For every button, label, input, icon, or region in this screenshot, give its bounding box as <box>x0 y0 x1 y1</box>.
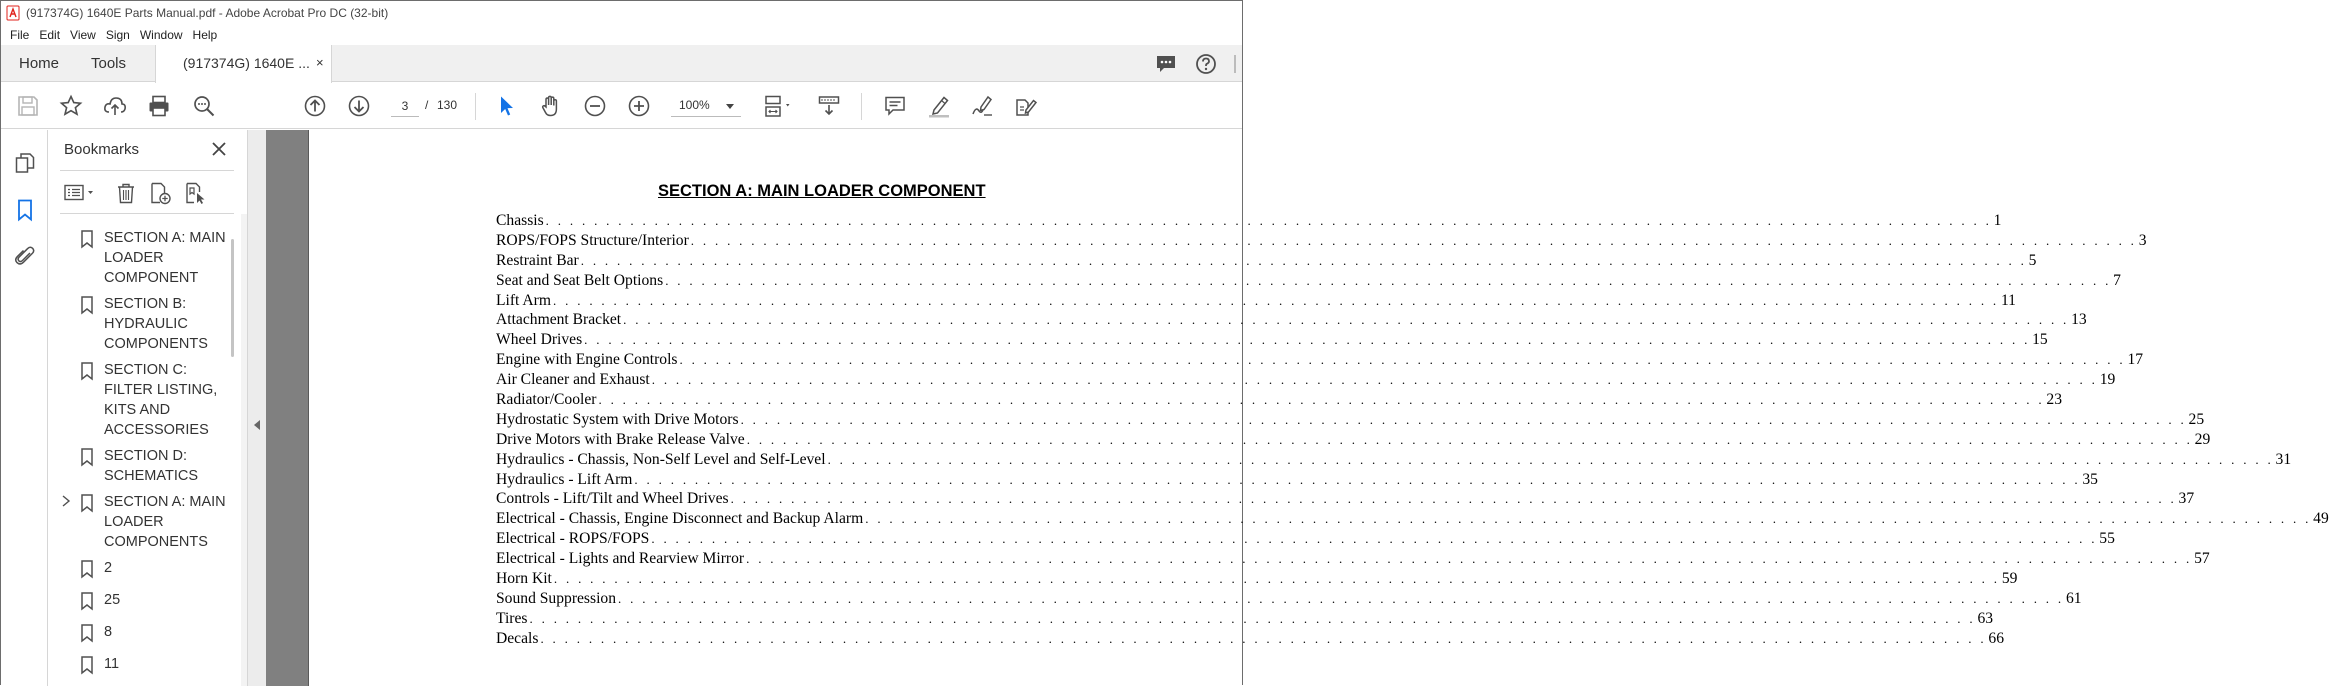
upload-icon[interactable] <box>103 94 127 118</box>
highlight-icon[interactable] <box>927 94 951 118</box>
toc-leader-dots: . . . . . . . . . . . . . . . . . . . . . . . . . . . . . . . . . . . . . . . . . . . . . . . . . . . . . . . . . . . . . . . . . . . . . . . . . . . . . . . . . . . . . . . . . . . . . . . . . . . . . . . . . . . . . . . . . . . . . . . . <box>730 491 2177 507</box>
toc-entry-page: 29 <box>2194 430 2211 448</box>
bookmark-label: 2 <box>104 560 113 576</box>
toc-entry[interactable] <box>496 271 2121 291</box>
toc-entry-title: Electrical - Lights and Rearview Mirror <box>496 550 745 568</box>
toc-entry[interactable] <box>496 390 2063 410</box>
toc-leader-dots: . . . . . . . . . . . . . . . . . . . . . . . . . . . . . . . . . . . . . . . . . . . . . . . . . . . . . . . . . . . . . . . . . . . . . . . . . . . . . . . . . . . . . . . . . . . . . . . . . . . . . . . . . . . . . . . . . . . . . . . . <box>690 232 2137 248</box>
bookmark-item[interactable] <box>48 590 228 610</box>
toc-entry[interactable] <box>496 251 2037 271</box>
toc-leader-dots: . . . . . . . . . . . . . . . . . . . . . . . . . . . . . . . . . . . . . . . . . . . . . . . . . . . . . . . . . . . . . . . . . . . . . . . . . . . . . . . . . . . . . . . . . . . . . . . . . . . . . . . . . . . . . . . . . . . . . . . . <box>618 590 2064 606</box>
toc-entry-page: 57 <box>2194 550 2210 568</box>
menu-edit[interactable]: Edit <box>39 28 61 42</box>
comments-chat-icon[interactable] <box>1155 53 1177 75</box>
zoom-search-icon[interactable] <box>192 94 216 118</box>
toc-entry-page: 15 <box>2032 331 2048 349</box>
menu-view[interactable]: View <box>70 28 96 42</box>
toc-entry-title: Decals <box>496 629 539 647</box>
save-icon[interactable] <box>16 94 40 118</box>
bookmark-flag-icon <box>80 560 94 578</box>
toc-entry-page: 59 <box>2001 570 2018 588</box>
bookmark-options-icon[interactable] <box>64 182 98 204</box>
toc-entry-page: 25 <box>2188 410 2205 428</box>
toc-leader-dots: . . . . . . . . . . . . . . . . . . . . . . . . . . . . . . . . . . . . . . . . . . . . . . . . . . . . . . . . . . . . . . . . . . . . . . . . . . . . . . . . . . . . . . . . . . . . . . . . . . . . . . . . . . . . . . . . . . . . . . . . <box>865 511 2312 527</box>
toc-entry-title: Lift Arm <box>496 291 552 309</box>
toc-leader-dots: . . . . . . . . . . . . . . . . . . . . . . . . . . . . . . . . . . . . . . . . . . . . . . . . . . . . . . . . . . . . . . . . . . . . . . . . . . . . . . . . . . . . . . . . . . . . . . . . . . . . . . . . . . . . . . . . . . . . . . . . <box>665 272 2112 288</box>
bookmark-star-icon[interactable] <box>59 94 83 118</box>
toc-entry[interactable] <box>496 609 1994 629</box>
toc-entry-title: Radiator/Cooler <box>496 391 597 409</box>
toc-entry-page: 3 <box>2138 231 2147 249</box>
navigation-rail <box>1 130 48 686</box>
toc-entry-page: 37 <box>2178 490 2195 508</box>
page-total: 130 <box>437 98 458 112</box>
toc-entry-title: Hydrostatic System with Drive Motors <box>496 410 739 428</box>
bookmark-flag-icon <box>80 296 94 314</box>
toc-entry-page: 66 <box>1988 629 2004 647</box>
toc-entry[interactable] <box>496 211 2002 231</box>
panel-divider <box>60 170 234 171</box>
menu-help[interactable]: Help <box>192 28 218 42</box>
bookmarks-list <box>48 214 247 686</box>
toc-entry-title: Electrical - Chassis, Engine Disconnect and Backup Alarm <box>496 510 864 528</box>
toc-leader-dots: . . . . . . . . . . . . . . . . . . . . . . . . . . . . . . . . . . . . . . . . . . . . . . . . . . . . . . . . . . . . . . . . . . . . . . . . . . . . . . . . . . . . . . . . . . . . . . . . . . . . . . . . . . . . . . . . . . . . . . . . <box>651 531 2098 547</box>
toc-leader-dots: . . . . . . . . . . . . . . . . . . . . . . . . . . . . . . . . . . . . . . . . . . . . . . . . . . . . . . . . . . . . . . . . . . . . . . . . . . . . . . . . . . . . . . . . . . . . . . . . . . . . . . . . . . . . . . . . . . . . . . . . <box>553 292 1999 308</box>
document-tab-label: (917374G) 1640E ... <box>183 55 310 71</box>
page-gutter <box>266 130 308 686</box>
menu-bar <box>1 25 1242 45</box>
toc-leader-dots: . . . . . . . . . . . . . . . . . . . . . . . . . . . . . . . . . . . . . . . . . . . . . . . . . . . . . . . . . . . . . . . . . . . . . . . . . . . . . . . . . . . . . . . . . . . . . . . . . . . . . . . . . . . . . . . . . . . . . . . . <box>679 352 2126 368</box>
toc-leader-dots: . . . . . . . . . . . . . . . . . . . . . . . . . . . . . . . . . . . . . . . . . . . . . . . . . . . . . . . . . . . . . . . . . . . . . . . . . . . . . . . . . . . . . . . . . . . . . . . . . . . . . . . . . . . . . . . . . . . . . . . . <box>553 571 2000 587</box>
window-title: (917374G) 1640E Parts Manual.pdf - Adobe Acrobat Pro DC (32-bit) <box>26 6 389 20</box>
panel-splitter[interactable] <box>247 130 266 686</box>
bookmarks-title: Bookmarks <box>64 141 140 158</box>
bookmark-item[interactable] <box>48 492 228 552</box>
toc-leader-dots: . . . . . . . . . . . . . . . . . . . . . . . . . . . . . . . . . . . . . . . . . . . . . . . . . . . . . . . . . . . . . . . . . . . . . . . . . . . . . . . . . . . . . . . . . . . . . . . . . . . . . . . . . . . . . . . . . . . . . . . . <box>598 392 2045 408</box>
bookmark-item[interactable] <box>48 558 228 578</box>
pdf-page <box>308 130 2329 686</box>
toc-entry-page: 7 <box>2113 271 2121 289</box>
toc-entry-title: Electrical - ROPS/FOPS <box>496 530 650 548</box>
toc-entry[interactable] <box>496 310 2087 330</box>
pages-icon[interactable] <box>13 151 37 175</box>
close-tab-icon[interactable]: × <box>316 55 324 70</box>
menu-file[interactable]: File <box>10 28 30 42</box>
bookmark-flag-icon <box>80 624 94 642</box>
comment-icon[interactable] <box>883 94 907 118</box>
page-down-icon[interactable] <box>347 94 371 118</box>
bookmark-label: SECTION A: MAIN LOADER COMPONENTS <box>104 494 226 550</box>
bookmark-label: 8 <box>104 624 113 640</box>
scroll-mode-icon[interactable] <box>817 94 841 118</box>
select-cursor-icon[interactable] <box>495 94 519 118</box>
toc-entry[interactable] <box>496 350 2144 370</box>
bookmark-flag-icon <box>80 230 94 248</box>
toolbar-divider <box>861 93 862 120</box>
toc-leader-dots: . . . . . . . . . . . . . . . . . . . . . . . . . . . . . . . . . . . . . . . . . . . . . . . . . . . . . . . . . . . . . . . . . . . . . . . . . . . . . . . . . . . . . . . . . . . . . . . . . . . . . . . . . . . . . . . . . . . . . . . . <box>651 372 2098 388</box>
toc-entry[interactable] <box>496 370 2116 390</box>
toc-leader-dots: . . . . . . . . . . . . . . . . . . . . . . . . . . . . . . . . . . . . . . . . . . . . . . . . . . . . . . . . . . . . . . . . . . . . . . . . . . . . . . . . . . . . . . . . . . . . . . . . . . . . . . . . . . . . . . . . . . . . . . . . <box>634 471 2081 487</box>
edit-pdf-icon[interactable] <box>1014 94 1038 118</box>
zoom-dropdown[interactable] <box>671 95 741 117</box>
bookmark-flag-icon <box>80 448 94 466</box>
toc-entry-title: Drive Motors with Brake Release Valve <box>496 430 745 448</box>
toc-entry[interactable] <box>496 549 2210 569</box>
bookmark-item[interactable] <box>48 228 228 288</box>
toc-entry-title: Chassis <box>496 212 544 229</box>
bookmark-label: 11 <box>104 656 120 672</box>
toc-entry-title: Attachment Bracket <box>496 311 622 329</box>
sign-icon[interactable] <box>970 94 994 118</box>
toc-entry-page: 23 <box>2046 391 2063 409</box>
toc-entry-title: Seat and Seat Belt Options <box>496 271 664 289</box>
toc-leader-dots: . . . . . . . . . . . . . . . . . . . . . . . . . . . . . . . . . . . . . . . . . . . . . . . . . . . . . . . . . . . . . . . . . . . . . . . . . . . . . . . . . . . . . . . . . . . . . . . . . . . . . . . . . . . . . . . . . . . . . . . . <box>827 451 2274 467</box>
tab-bar <box>1 45 1242 82</box>
bookmark-icon[interactable] <box>13 198 37 222</box>
toc-leader-dots: . . . . . . . . . . . . . . . . . . . . . . . . . . . . . . . . . . . . . . . . . . . . . . . . . . . . . . . . . . . . . . . . . . . . . . . . . . . . . . . . . . . . . . . . . . . . . . . . . . . . . . . . . . . . . . . . . . . . . . . . <box>584 332 2031 348</box>
main-toolbar <box>1 83 1242 129</box>
toc-entry-page: 61 <box>2065 589 2082 607</box>
toc-entry-title: Sound Suppression <box>496 589 616 607</box>
hand-icon[interactable] <box>539 94 563 118</box>
tab-home[interactable]: Home <box>19 55 60 72</box>
toc-entry-title: Controls - Lift/Tilt and Wheel Drives <box>496 490 729 508</box>
bookmarks-toolbar <box>48 176 247 210</box>
bookmark-label: SECTION B: HYDRAULIC COMPONENTS <box>104 296 208 352</box>
bookmark-from-selection-icon[interactable] <box>184 182 206 204</box>
document-viewport[interactable] <box>266 130 2329 686</box>
toc-entry[interactable] <box>496 470 2098 490</box>
menu-window[interactable]: Window <box>139 28 183 42</box>
bookmark-flag-icon <box>80 494 94 512</box>
help-icon[interactable] <box>1195 53 1217 75</box>
bookmark-label: SECTION A: MAIN LOADER COMPONENT <box>104 230 226 286</box>
toc-entry-page: 1 <box>1993 212 2002 229</box>
toc-entry[interactable] <box>496 291 2016 311</box>
toc-entry[interactable] <box>496 589 2082 609</box>
toc-entry-title: Engine with Engine Controls <box>496 351 678 369</box>
toc-entry-page: 55 <box>2099 530 2115 548</box>
toc-leader-dots: . . . . . . . . . . . . . . . . . . . . . . . . . . . . . . . . . . . . . . . . . . . . . . . . . . . . . . . . . . . . . . . . . . . . . . . . . . . . . . . . . . . . . . . . . . . . . . . . . . . . . . . . . . . . . . . . . . . . . . . . <box>580 252 2027 268</box>
toc-leader-dots: . . . . . . . . . . . . . . . . . . . . . . . . . . . . . . . . . . . . . . . . . . . . . . . . . . . . . . . . . . . . . . . . . . . . . . . . . . . . . . . . . . . . . . . . . . . . . . . . . . . . . . . . . . . . . . . . . . . . . . . . <box>545 213 1992 228</box>
toc-entry-page: 49 <box>2313 510 2329 528</box>
bookmark-label: SECTION C: FILTER LISTING, KITS AND ACCESSORIES <box>104 362 218 438</box>
toc-leader-dots: . . . . . . . . . . . . . . . . . . . . . . . . . . . . . . . . . . . . . . . . . . . . . . . . . . . . . . . . . . . . . . . . . . . . . . . . . . . . . . . . . . . . . . . . . . . . . . . . . . . . . . . . . . . . . . . . . . . . . . . . <box>623 312 2070 328</box>
collapse-panel-icon[interactable] <box>254 420 260 430</box>
toc-entry[interactable] <box>496 430 2211 450</box>
toc-leader-dots: . . . . . . . . . . . . . . . . . . . . . . . . . . . . . . . . . . . . . . . . . . . . . . . . . . . . . . . . . . . . . . . . . . . . . . . . . . . . . . . . . . . . . . . . . . . . . . . . . . . . . . . . . . . . . . . . . . . . . . . . <box>740 411 2187 427</box>
zoom-in-icon[interactable] <box>627 94 651 118</box>
toc-entry[interactable] <box>496 629 2004 649</box>
tab-tools[interactable]: Tools <box>91 55 127 72</box>
close-icon[interactable] <box>210 140 228 158</box>
page-fit-icon[interactable] <box>762 94 796 118</box>
menu-sign[interactable]: Sign <box>105 28 130 42</box>
bookmark-item[interactable] <box>48 360 228 440</box>
page-number-input[interactable] <box>391 95 419 117</box>
toc-leader-dots: . . . . . . . . . . . . . . . . . . . . . . . . . . . . . . . . . . . . . . . . . . . . . . . . . . . . . . . . . . . . . . . . . . . . . . . . . . . . . . . . . . . . . . . . . . . . . . . . . . . . . . . . . . . . . . . . . . . . . . . . <box>746 551 2193 567</box>
new-bookmark-icon[interactable] <box>149 182 171 204</box>
title-bar <box>1 1 1242 25</box>
toc-entry-page: 63 <box>1977 609 1994 627</box>
bookmark-item[interactable] <box>48 654 228 674</box>
section-heading: SECTION A: MAIN LOADER COMPONENT <box>658 182 986 200</box>
toc-entry-page: 13 <box>2071 311 2087 329</box>
toc-leader-dots: . . . . . . . . . . . . . . . . . . . . . . . . . . . . . . . . . . . . . . . . . . . . . . . . . . . . . . . . . . . . . . . . . . . . . . . . . . . . . . . . . . . . . . . . . . . . . . . . . . . . . . . . . . . . . . . . . . . . . . . . <box>540 630 1987 646</box>
toc-entry-title: Tires <box>496 609 528 627</box>
toc-entry-title: Hydraulics - Lift Arm <box>496 470 633 488</box>
bookmarks-panel <box>48 130 247 686</box>
bookmark-flag-icon <box>80 656 94 674</box>
bookmarks-scrollbar[interactable] <box>231 239 234 357</box>
toc-entry-title: Horn Kit <box>496 570 552 588</box>
toc-entry[interactable] <box>496 569 2018 589</box>
bookmark-item[interactable] <box>48 446 228 486</box>
panel-grip-icon <box>1231 53 1239 75</box>
acrobat-app-icon <box>6 6 20 20</box>
toc-entry[interactable] <box>496 410 2205 430</box>
toolbar-divider <box>475 93 476 120</box>
bookmark-flag-icon <box>80 592 94 610</box>
toc-entry-title: Air Cleaner and Exhaust <box>496 371 650 389</box>
toc-entry-page: 17 <box>2127 351 2144 369</box>
toc-entry[interactable] <box>496 231 2147 251</box>
toc-entry-title: Restraint Bar <box>496 251 579 269</box>
page-up-icon[interactable] <box>303 94 327 118</box>
toc-entry[interactable] <box>496 489 2195 509</box>
bookmark-item[interactable] <box>48 294 228 354</box>
chevron-down-icon <box>726 104 734 109</box>
attachment-icon[interactable] <box>13 244 37 268</box>
toc-entry-title: Wheel Drives <box>496 331 583 349</box>
tab-document[interactable] <box>155 45 332 83</box>
toc-entry[interactable] <box>496 330 2048 350</box>
toc-entry-page: 19 <box>2099 371 2116 389</box>
print-icon[interactable] <box>147 94 171 118</box>
table-of-contents <box>496 211 2329 649</box>
toc-entry-title: ROPS/FOPS Structure/Interior <box>496 231 689 249</box>
zoom-out-icon[interactable] <box>583 94 607 118</box>
toc-entry[interactable] <box>496 509 2329 529</box>
delete-bookmark-icon[interactable] <box>115 182 137 204</box>
toc-leader-dots: . . . . . . . . . . . . . . . . . . . . . . . . . . . . . . . . . . . . . . . . . . . . . . . . . . . . . . . . . . . . . . . . . . . . . . . . . . . . . . . . . . . . . . . . . . . . . . . . . . . . . . . . . . . . . . . . . . . . . . . . <box>529 610 1976 626</box>
toc-leader-dots: . . . . . . . . . . . . . . . . . . . . . . . . . . . . . . . . . . . . . . . . . . . . . . . . . . . . . . . . . . . . . . . . . . . . . . . . . . . . . . . . . . . . . . . . . . . . . . . . . . . . . . . . . . . . . . . . . . . . . . . . <box>746 431 2193 447</box>
toc-entry-page: 35 <box>2082 470 2098 488</box>
toc-entry[interactable] <box>496 529 2115 549</box>
zoom-value: 100% <box>679 98 710 112</box>
toc-entry-page: 31 <box>2275 450 2292 468</box>
chevron-right-icon[interactable] <box>60 494 72 508</box>
bookmark-flag-icon <box>80 362 94 380</box>
bookmark-item[interactable] <box>48 622 228 642</box>
toc-entry-page: 11 <box>2000 291 2016 309</box>
toc-entry[interactable] <box>496 450 2292 470</box>
bookmark-label: SECTION D: SCHEMATICS <box>104 448 198 484</box>
toc-entry-title: Hydraulics - Chassis, Non-Self Level and Self-Level <box>496 450 826 468</box>
bookmark-label: 25 <box>104 592 121 608</box>
page-separator: / <box>425 98 429 112</box>
toc-entry-page: 5 <box>2028 251 2037 269</box>
